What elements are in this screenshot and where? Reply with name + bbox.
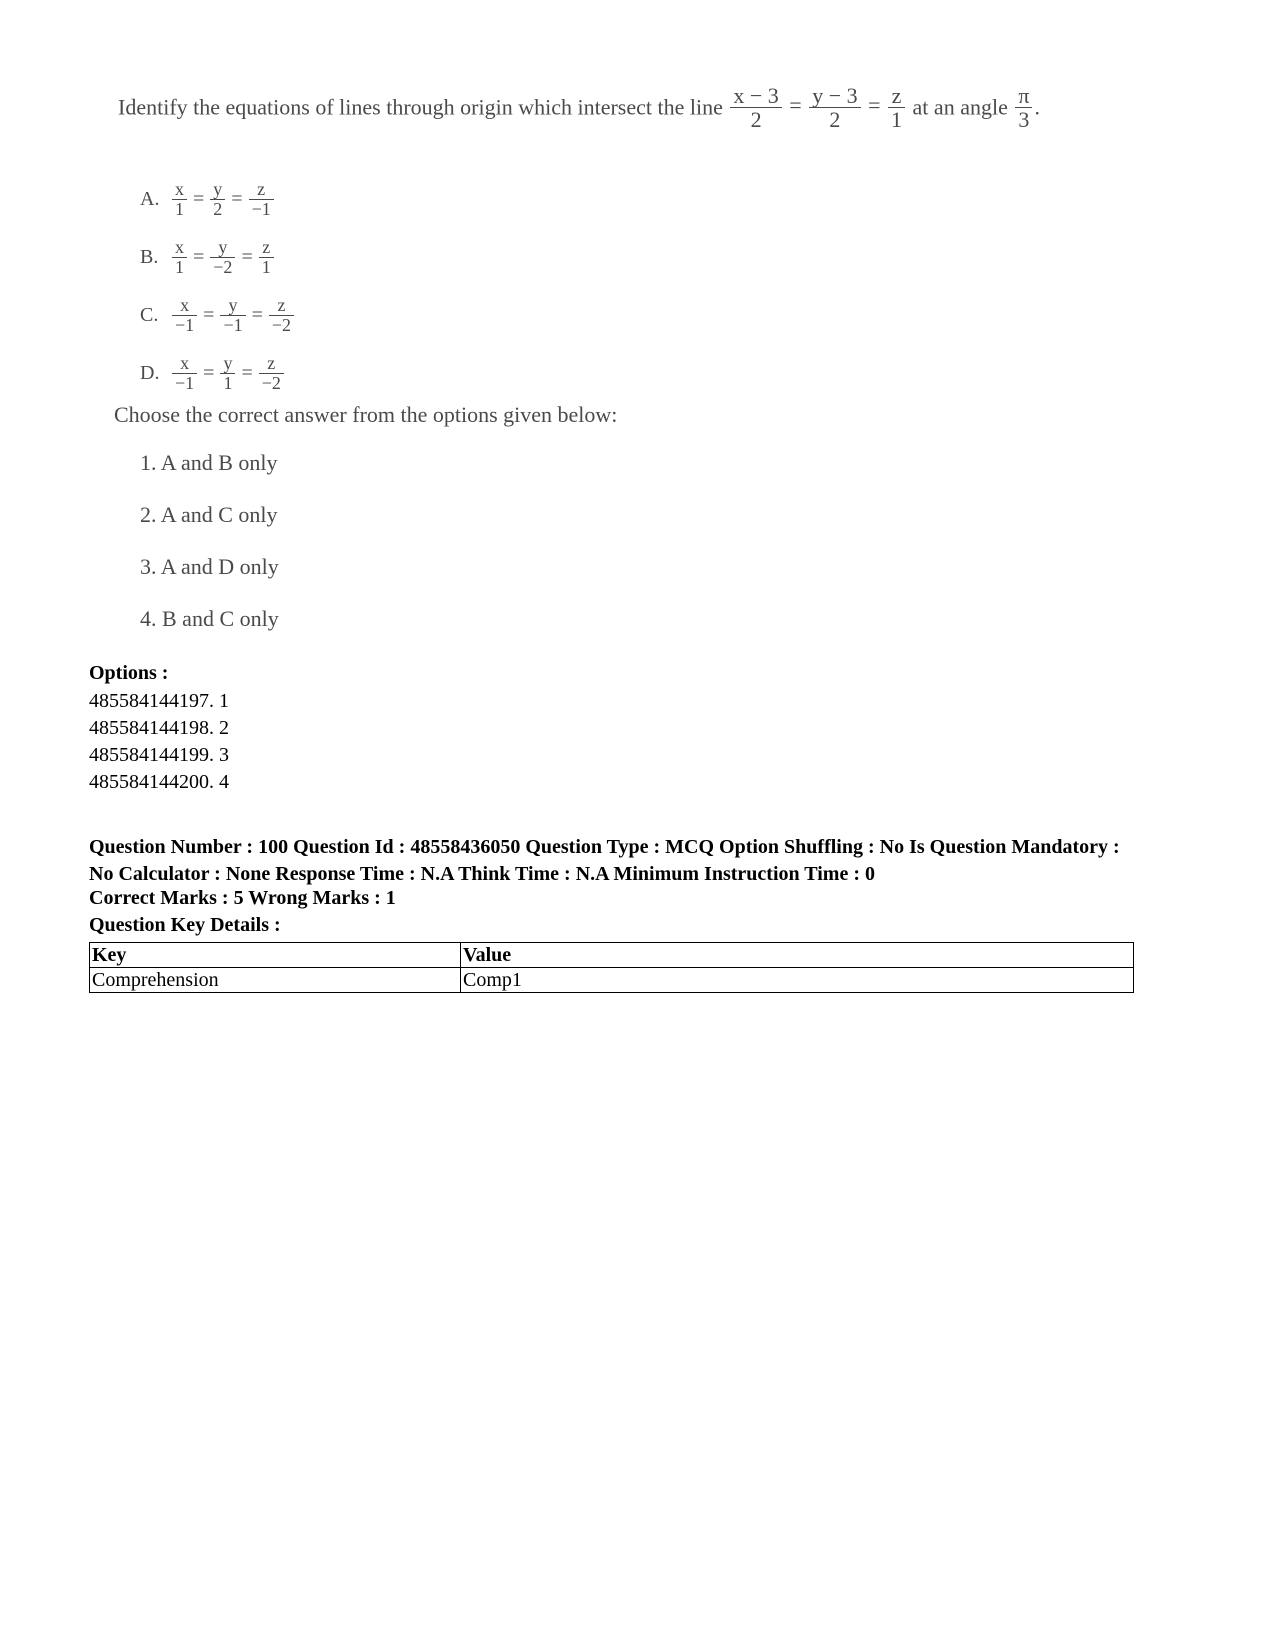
question-image [110, 80, 1110, 680]
table-row [90, 968, 1134, 993]
stem-fraction: $\frac{x - 3}{2}$ [730, 84, 781, 131]
question-meta: Question Number : 100 Question Id : 48558436050 Question Type : MCQ Option Shuffling : No Is Question Mandatory : No Calculator : None Response Time : N.A Think Time : N.A Minimum Instruction Time : 0 [89, 836, 1120, 885]
key-details-heading: Question Key Details : [89, 914, 281, 936]
answer-item: 1. A and B only [140, 450, 278, 475]
option-line: 485584144198. 2 [89, 717, 229, 739]
table-header-row [90, 943, 1134, 968]
choice-list [140, 170, 296, 402]
answer-list [140, 450, 279, 658]
key-details-table [89, 942, 1134, 993]
question-stem: Identify the equations of lines through origin which intersect the line $\frac{x - 3}{2}$ = $\frac{y - 3}{2}$ = $\frac{z}{1}$ at an angle $\frac{\pi}{3}$ . [118, 83, 1040, 133]
header-value: Value [461, 943, 1134, 968]
answer-item: 2. A and C only [140, 502, 278, 527]
choice-item: C. $\frac{x}{-1}$ = $\frac{y}{-1}$ = $\frac{z}{-2}$ [140, 286, 296, 344]
options-heading: Options : [89, 662, 169, 684]
equals-sign: = [868, 92, 881, 118]
equals-sign: = [789, 92, 802, 118]
options-list [89, 688, 229, 796]
choice-item: D. $\frac{x}{-1}$ = $\frac{y}{1}$ = $\frac{z}{-2}$ [140, 344, 296, 402]
option-line: 485584144199. 3 [89, 744, 229, 766]
cell-value: Comp1 [461, 968, 1134, 993]
header-key: Key [90, 943, 461, 968]
stem-fraction: $\frac{y - 3}{2}$ [809, 84, 860, 131]
stem-lead-text: Identify the equations of lines through origin which intersect the line [118, 94, 723, 120]
answer-item: 4. B and C only [140, 606, 279, 631]
choice-item: A. $\frac{x}{1}$ = $\frac{y}{2}$ = $\frac{z}{-1}$ [140, 170, 296, 228]
answer-item: 3. A and D only [140, 554, 279, 579]
choice-item: B. $\frac{x}{1}$ = $\frac{y}{-2}$ = $\frac{z}{1}$ [140, 228, 296, 286]
choose-instruction: Choose the correct answer from the options given below: [114, 402, 618, 427]
stem-mid-text: at an angle [912, 94, 1008, 120]
option-line: 485584144197. 1 [89, 690, 229, 712]
stem-angle-fraction: $\frac{\pi}{3}$ [1015, 84, 1032, 131]
cell-key: Comprehension [90, 968, 461, 993]
option-line: 485584144200. 4 [89, 771, 229, 793]
stem-fraction: $\frac{z}{1}$ [888, 84, 905, 131]
marks-line: Correct Marks : 5 Wrong Marks : 1 [89, 887, 396, 909]
